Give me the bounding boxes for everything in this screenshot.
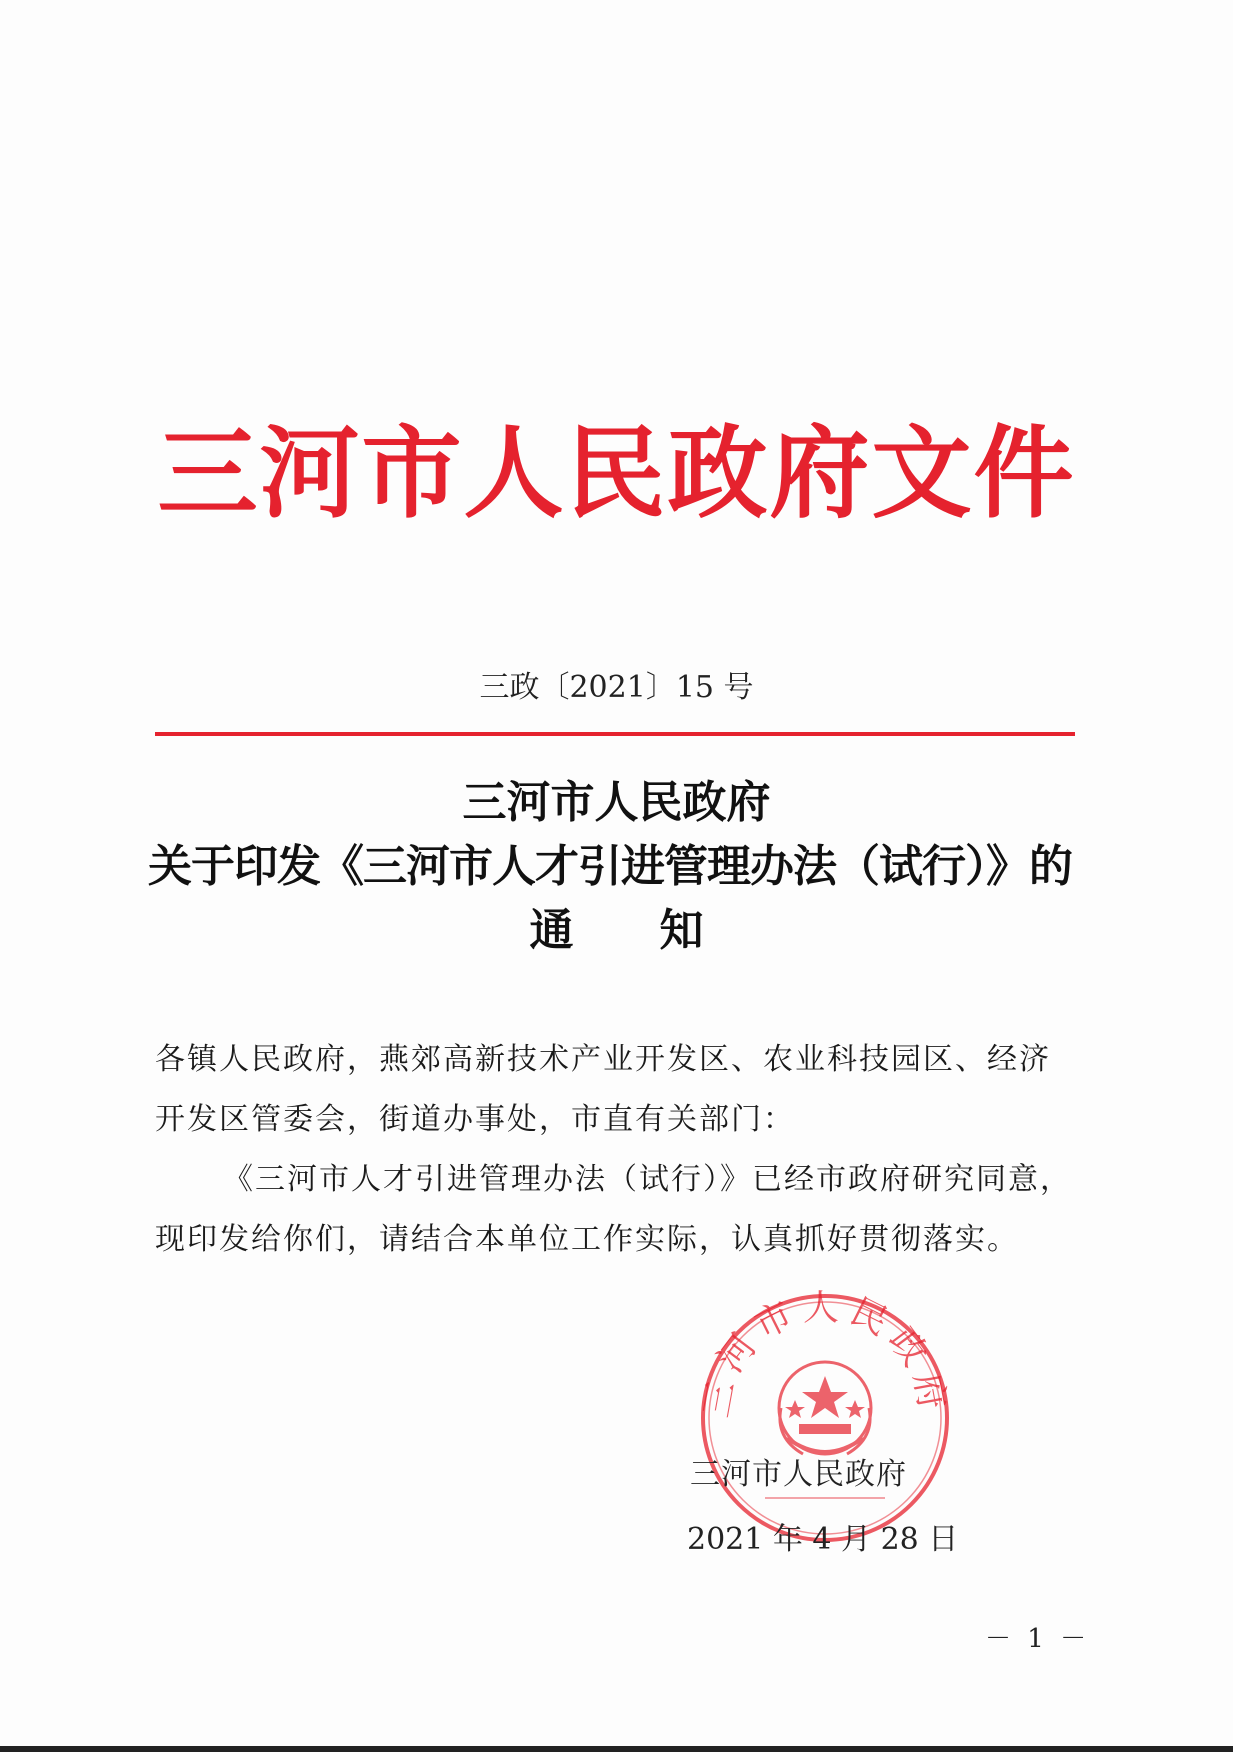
document-number: 三政〔2021〕15 号 <box>479 670 754 705</box>
content-line-1: 《三河市人才引进管理办法（试行）》已经市政府研究同意， <box>223 1162 1072 1197</box>
seal-text: 三河市人民政府 <box>696 1288 954 1421</box>
content-line-2: 现印发给你们，请结合本单位工作实际，认真抓好贯彻落实。 <box>155 1222 1019 1257</box>
addressee-line-2: 开发区管委会，街道办事处，市直有关部门： <box>155 1102 795 1137</box>
issuer-signature: 三河市人民政府 <box>690 1457 907 1492</box>
official-seal-stamp <box>695 1288 955 1548</box>
national-emblem-icon <box>779 1362 871 1454</box>
addressee-line-1: 各镇人民政府，燕郊高新技术产业开发区、农业科技园区、经济 <box>155 1042 1051 1077</box>
red-divider-line <box>155 732 1075 736</box>
title-line-1: 三河市人民政府 <box>462 777 771 828</box>
title-line-2: 关于印发《三河市人才引进管理办法（试行）》的 <box>148 841 1072 892</box>
scan-bottom-edge <box>0 1746 1233 1752</box>
title-line-3-part-b: 知 <box>659 905 704 956</box>
issue-date: 2021 年 4 月 28 日 <box>687 1522 959 1557</box>
title-line-3-part-a: 通 <box>529 905 574 956</box>
title-line-3 <box>0 901 1233 961</box>
page-number: － 1 － <box>985 1624 1091 1654</box>
document-masthead: 三河市人民政府文件 <box>157 414 1076 532</box>
